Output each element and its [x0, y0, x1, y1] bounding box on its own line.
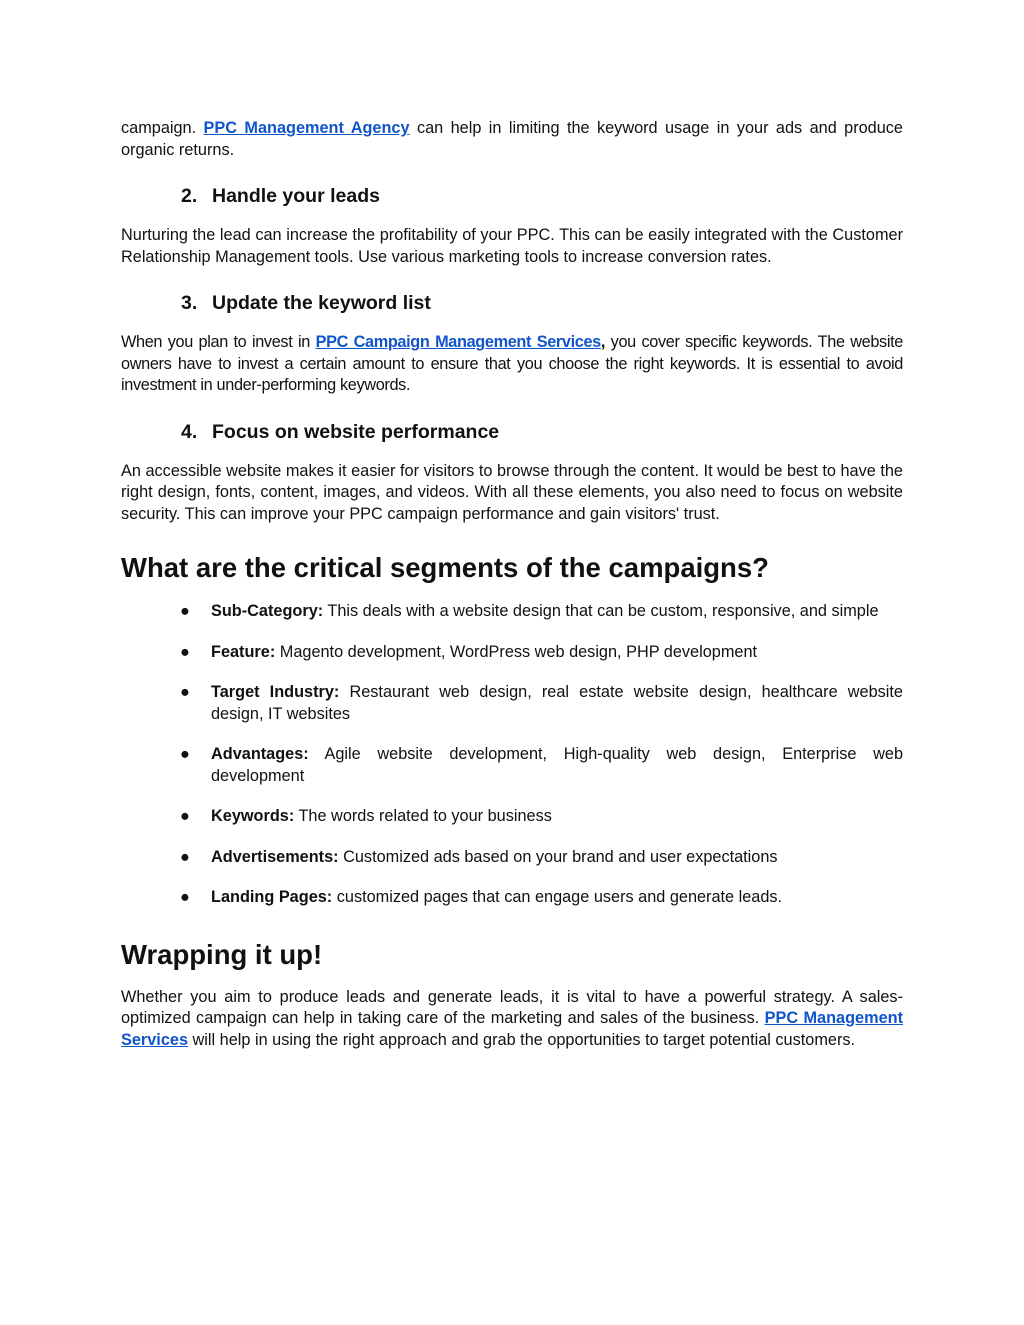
wrap-paragraph	[121, 987, 903, 1052]
item-text: customized pages that can engage users and generate leads.	[332, 888, 783, 906]
list-item	[121, 601, 903, 623]
tip-heading-text: Handle your leads	[212, 185, 380, 207]
bullet-icon: ●	[180, 642, 190, 661]
list-item	[121, 847, 903, 869]
tip-paragraph-2: Nurturing the lead can increase the profitability of your PPC. This can be easily integrated with the Customer Relationship Management tools. Use various marketing tools to increase conversion rates.	[121, 226, 903, 266]
intro-suffix: can help in limiting the keyword usage in your ads and produce organic returns.	[121, 119, 903, 159]
item-label: Sub-Category:	[211, 602, 324, 620]
bullet-icon: ●	[180, 745, 190, 763]
tip-number: 3.	[181, 292, 198, 314]
list-item	[121, 642, 903, 664]
segments-list	[121, 601, 903, 909]
intro-paragraph	[121, 118, 903, 161]
list-item	[121, 887, 903, 909]
bullet-icon: ●	[180, 847, 190, 866]
intro-prefix: campaign.	[121, 119, 204, 137]
list-item	[121, 682, 903, 725]
document-page	[121, 118, 903, 1051]
item-label: Advantages:	[211, 745, 309, 763]
bullet-icon: ●	[180, 602, 190, 620]
ppc-campaign-management-services-link[interactable]: PPC Campaign Management Services	[315, 333, 601, 351]
item-text: Restaurant web design, real estate website design, healthcare website design, IT websites	[211, 683, 903, 723]
wrap-heading: Wrapping it up!	[121, 938, 323, 970]
list-item	[121, 744, 903, 787]
tip-number: 2.	[181, 185, 198, 207]
item-label: Landing Pages:	[211, 888, 333, 906]
tip-paragraph-4: An accessible website makes it easier for visitors to browse through the content. It would be best to have the right design, fonts, content, images, and videos. With all these elements, you also need to focus on website security. This can improve your PPC campaign performance and gain visitors' trust.	[121, 461, 903, 523]
item-label: Target Industry:	[211, 683, 340, 701]
tip-number: 4.	[181, 420, 198, 443]
ppc-management-services-link[interactable]: PPC Management Services	[121, 1009, 903, 1049]
item-text: Agile website development, High-quality web design, Enterprise web development	[211, 745, 903, 785]
bullet-icon: ●	[180, 807, 190, 825]
segments-heading: What are the critical segments of the campaigns?	[121, 552, 769, 583]
tip3-prefix: When you plan to invest in	[121, 333, 316, 351]
item-label: Feature:	[211, 642, 276, 661]
item-text: Magento development, WordPress web design, PHP development	[275, 642, 758, 661]
tip-heading-3	[181, 291, 903, 315]
wrap-suffix: will help in using the right approach and grab the opportunities to target potential customers.	[188, 1030, 856, 1049]
list-item	[121, 806, 903, 828]
item-text: The words related to your business	[294, 807, 552, 825]
item-label: Keywords:	[211, 807, 295, 825]
item-text: This deals with a website design that can be custom, responsive, and simple	[323, 602, 879, 620]
tip-paragraph-3	[121, 332, 903, 397]
wrap-prefix: Whether you aim to produce leads and generate leads, it is vital to have a powerful strategy. A sales-optimized campaign can help in taking care of the marketing and sales of the business.	[121, 987, 903, 1027]
bullet-icon: ●	[180, 683, 190, 701]
tip-heading-4	[181, 420, 903, 444]
tip3-suffix: you cover specific keywords. The website owners have to invest a certain amount to ensure that you choose the right keywords. It is essential to avoid investment in under-performing keywords.	[121, 333, 903, 394]
item-label: Advertisements:	[211, 847, 339, 866]
tip-heading-text: Focus on website performance	[212, 420, 500, 443]
tip-heading-2	[181, 184, 903, 208]
item-text: Customized ads based on your brand and user expectations	[338, 847, 778, 866]
bullet-icon: ●	[180, 888, 190, 906]
tip3-comma: ,	[600, 333, 606, 351]
ppc-management-agency-link[interactable]: PPC Management Agency	[203, 119, 410, 137]
tip-heading-text: Update the keyword list	[212, 292, 431, 314]
